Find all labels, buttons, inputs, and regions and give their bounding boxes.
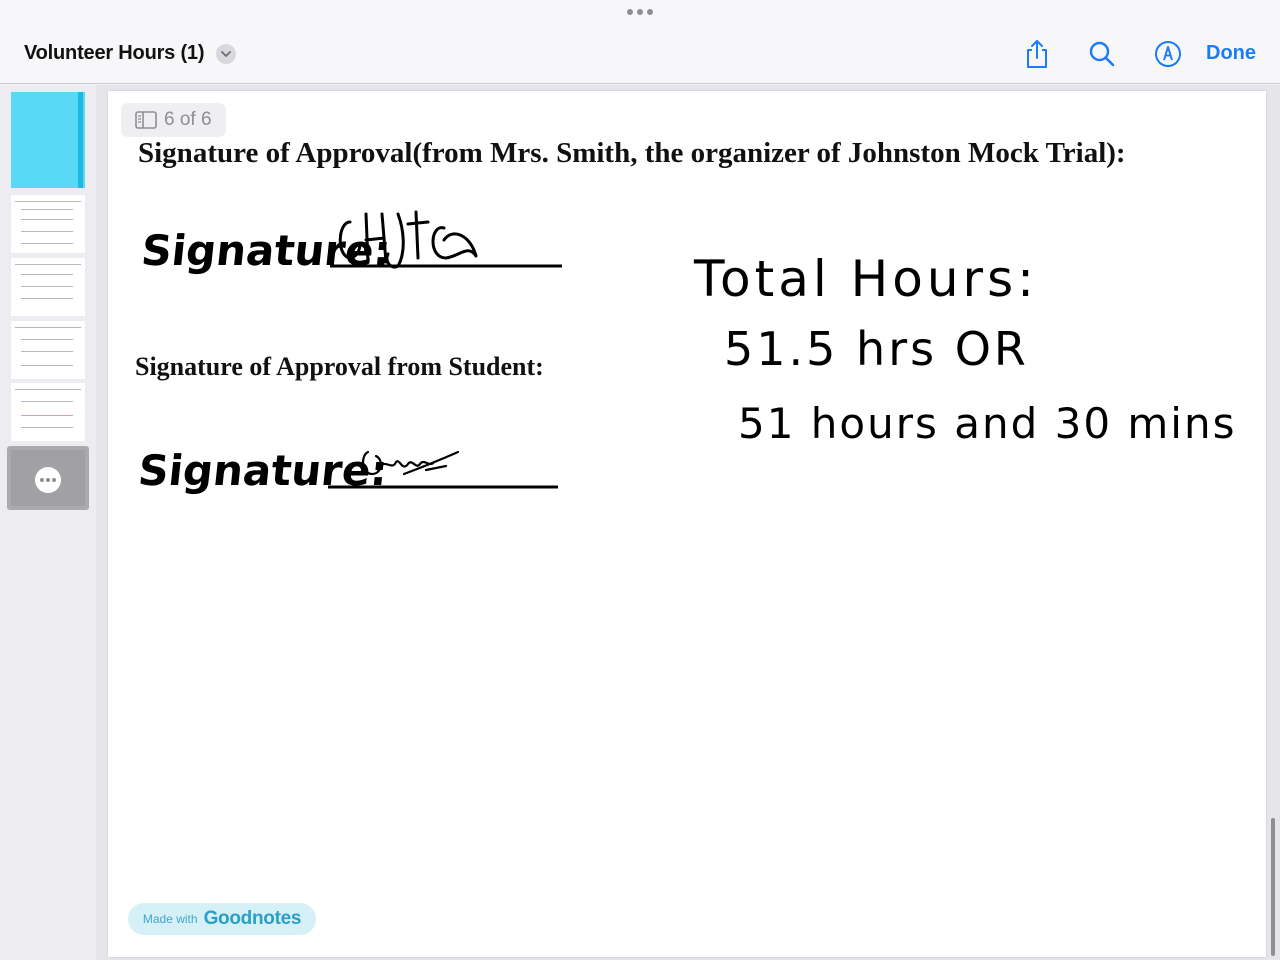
done-button[interactable]: Done: [1206, 42, 1256, 64]
handwritten-total-hours-label: Total Hours:: [694, 250, 1038, 308]
more-options-button[interactable]: [35, 467, 61, 493]
markup-pen-icon[interactable]: [1152, 38, 1184, 70]
handwritten-signature-label-2: Signature:: [135, 446, 391, 495]
thumbnail-page-5[interactable]: [11, 383, 85, 441]
organizer-approval-heading: Signature of Approval(from Mrs. Smith, the organizer of Johnston Mock Trial):: [138, 137, 1126, 169]
watermark-brand: Goodnotes: [203, 908, 302, 929]
document-page: [108, 91, 1266, 957]
chevron-down-icon[interactable]: [216, 44, 236, 64]
handwritten-signature-label-1: Signature:: [139, 226, 394, 275]
handwritten-total-hours-value: 51.5 hrs OR: [724, 322, 1029, 376]
multitask-grabber[interactable]: [624, 8, 656, 16]
page-indicator-label: 6 of 6: [164, 109, 212, 130]
document-title[interactable]: Volunteer Hours (1): [24, 42, 205, 64]
handwritten-total-hours-alt: 51 hours and 30 mins: [738, 399, 1237, 448]
page-indicator[interactable]: [121, 103, 226, 137]
watermark-prefix: Made with: [142, 912, 198, 926]
thumbnail-page-2[interactable]: [11, 195, 85, 253]
page-thumbnail-sidebar: [0, 85, 96, 960]
student-approval-heading: Signature of Approval from Student:: [135, 352, 544, 381]
thumbnail-page-4[interactable]: [11, 321, 85, 379]
thumbnail-page-1[interactable]: [11, 92, 85, 188]
vertical-scrollbar[interactable]: [1271, 818, 1275, 956]
share-icon[interactable]: [1021, 38, 1053, 70]
goodnotes-watermark: [128, 903, 316, 935]
search-icon[interactable]: [1086, 38, 1118, 70]
thumbnail-page-3[interactable]: [11, 258, 85, 316]
sidebar-toggle-icon: [135, 111, 157, 129]
top-bar: [0, 0, 1280, 84]
